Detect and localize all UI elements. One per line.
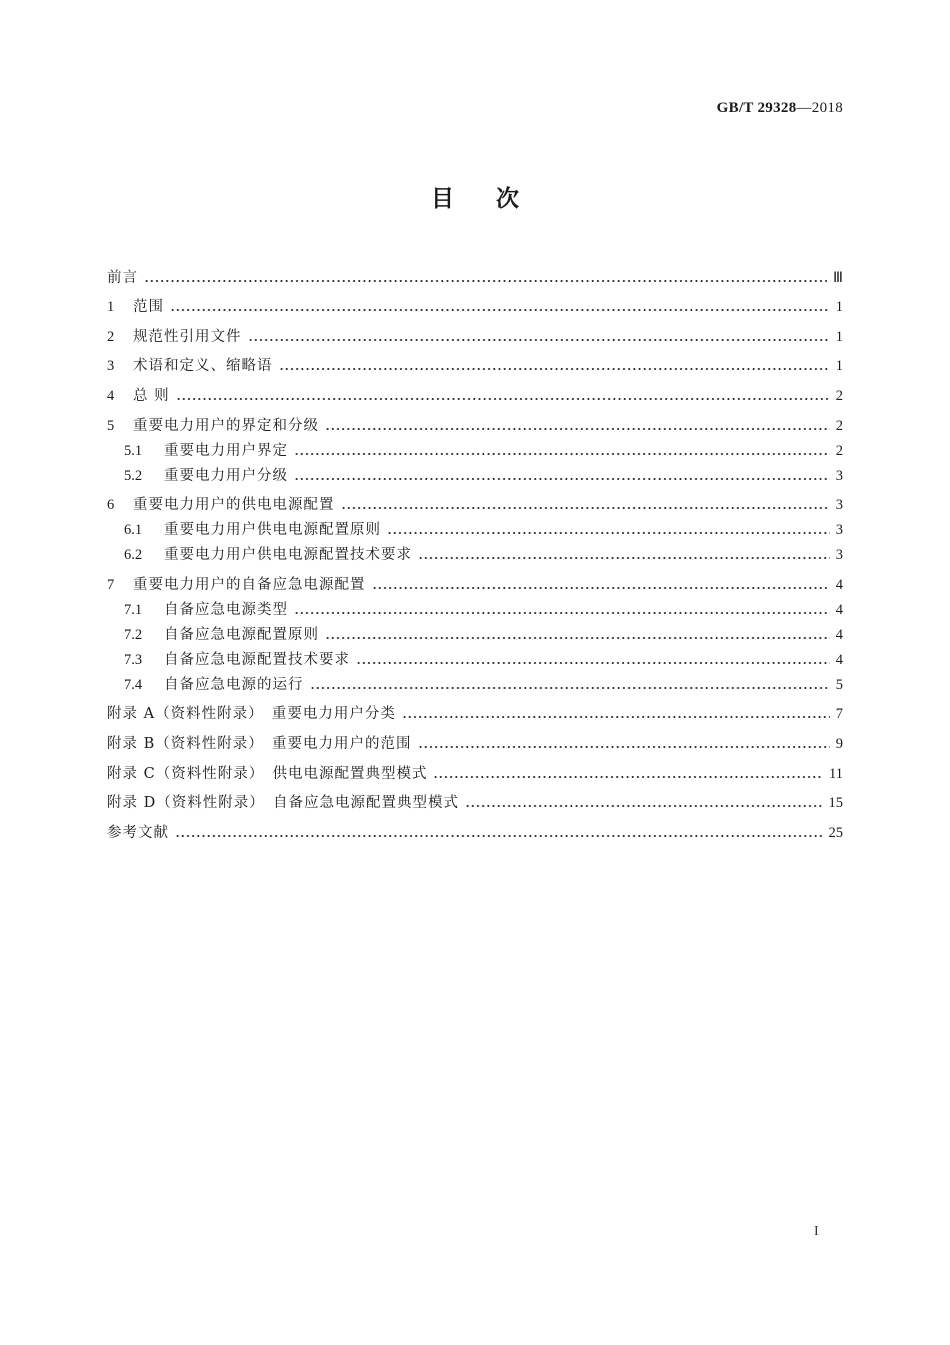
toc-entry-label [107,297,164,317]
toc-dot-leader [294,476,830,482]
toc-entry[interactable] [107,376,843,406]
toc-entry[interactable] [107,620,843,645]
toc-entry-text: 附录 B（资料性附录） 重要电力用户的范围 [107,735,412,752]
standard-year: —2018 [796,100,843,116]
toc-entry-page: 1 [835,299,843,316]
toc-dot-leader [433,774,823,780]
toc-entry-label [107,823,169,843]
toc-dot-leader [341,505,830,511]
toc-entry-text: 总 则 [133,387,170,404]
toc-entry-number: 6.1 [124,522,143,539]
toc-dot-leader [170,307,830,313]
toc-entry-label [107,793,459,813]
toc-entry-label [107,441,288,461]
toc-entry-number: 7 [107,576,115,593]
toc-entry-text: 附录 A（资料性附录） 重要电力用户分类 [107,706,396,723]
toc-entry-text: 规范性引用文件 [133,328,242,345]
toc-dot-leader [310,685,830,691]
toc-dot-leader [175,833,823,839]
toc-entry-page: 4 [835,601,843,618]
toc-dot-leader [294,451,830,457]
toc-entry[interactable] [107,784,843,814]
toc-dot-leader [325,426,830,432]
toc-entry-label [107,416,319,436]
toc-entry-page: 2 [835,387,843,404]
toc-entry[interactable] [107,645,843,670]
standard-code [717,100,843,117]
toc-entry-text: 附录 D（资料性附录） 自备应急电源配置典型模式 [107,795,459,812]
toc-entry[interactable] [107,724,843,754]
page-title: 目次 [431,186,561,212]
toc-entry-text: 重要电力用户供电电源配置技术要求 [164,547,412,564]
toc-entry-label [107,704,396,724]
toc-entry[interactable] [107,406,843,436]
toc-entry-page: 2 [835,417,843,434]
toc-entry-page: 1 [835,328,843,345]
toc-entry-page: 3 [835,522,843,539]
toc-entry-page: 7 [835,706,843,723]
toc-entry[interactable] [107,486,843,516]
toc-entry[interactable] [107,695,843,725]
toc-entry-text: 自备应急电源的运行 [164,676,304,693]
toc-entry-text: 自备应急电源类型 [164,601,288,618]
toc-entry-text: 参考文献 [107,824,169,841]
toc-dot-leader [465,803,823,809]
toc-entry[interactable] [107,565,843,595]
toc-entry-number: 2 [107,328,115,345]
toc-entry-number: 7.1 [124,601,143,618]
toc-entry-page: 2 [835,442,843,459]
toc-dot-leader [248,337,830,343]
standard-number: GB/T 29328 [716,100,797,116]
toc-entry-number: 5 [107,417,115,434]
toc-entry[interactable] [107,515,843,540]
toc-entry-text: 重要电力用户的界定和分级 [133,417,319,434]
toc-entry-page: 4 [835,626,843,643]
toc-entry-number: 1 [107,299,115,316]
toc-entry-page: 4 [835,576,843,593]
toc-entry-number: 5.2 [124,467,143,484]
toc-dot-leader [176,396,830,402]
toc-entry-label [107,600,288,620]
toc-entry-text: 自备应急电源配置技术要求 [164,651,350,668]
toc-entry-label [107,356,273,376]
toc-entry-label [107,520,381,540]
toc-entry-label [107,545,412,565]
toc-entry-text: 附录 C（资料性附录） 供电电源配置典型模式 [107,765,428,782]
toc-entry-label [107,625,319,645]
toc-entry-number: 5.1 [124,442,143,459]
toc-entry-page: 3 [835,467,843,484]
toc-entry-text: 范围 [133,299,164,316]
toc-entry[interactable] [107,461,843,486]
toc-entry[interactable] [107,288,843,318]
toc-entry-label [107,675,304,695]
toc-entry-number: 7.2 [124,626,143,643]
toc-dot-leader [325,635,830,641]
toc-entry-page: 25 [828,824,843,841]
toc-entry[interactable] [107,754,843,784]
toc-entry-text: 自备应急电源配置原则 [164,626,319,643]
toc-entry-page: 4 [835,651,843,668]
page-number: I [814,1224,819,1239]
toc-entry-text: 重要电力用户的供电电源配置 [133,497,335,514]
toc-dot-leader [387,530,830,536]
toc-entry-page: 15 [828,795,843,812]
toc-dot-leader [402,714,830,720]
toc-entry-number: 7.3 [124,651,143,668]
toc-entry[interactable] [107,813,843,843]
toc-entry-page: 11 [829,765,843,782]
toc-entry[interactable] [107,436,843,461]
toc-entry-label [107,764,427,784]
toc-entry[interactable] [107,317,843,347]
toc-entry-page: 5 [835,676,843,693]
toc-entry-label [107,268,138,288]
toc-entry-page: 3 [835,497,843,514]
toc-dot-leader [356,660,830,666]
toc-entry-text: 重要电力用户的自备应急电源配置 [133,576,366,593]
toc-entry-text: 重要电力用户界定 [164,442,288,459]
table-of-contents [107,258,843,843]
toc-entry-label [107,466,288,486]
toc-entry-page: Ⅲ [833,269,843,286]
toc-entry[interactable] [107,540,843,565]
toc-entry-text: 前言 [107,269,138,286]
toc-entry-text: 重要电力用户分级 [164,467,288,484]
toc-entry-page: 9 [835,735,843,752]
toc-entry-page: 3 [835,547,843,564]
toc-dot-leader [372,585,830,591]
toc-entry[interactable] [107,347,843,377]
toc-entry-label [107,495,335,515]
toc-entry-label [107,575,366,595]
toc-entry-number: 6 [107,497,115,514]
toc-entry[interactable] [107,595,843,620]
toc-entry-label [107,386,170,406]
toc-entry[interactable] [107,670,843,695]
toc-entry-number: 7.4 [124,676,143,693]
toc-entry-text: 术语和定义、缩略语 [133,358,273,375]
toc-entry-number: 3 [107,358,115,375]
toc-dot-leader [144,278,827,284]
toc-entry-number: 4 [107,387,115,404]
toc-dot-leader [418,744,830,750]
toc-dot-leader [279,366,830,372]
toc-entry-label [107,327,242,347]
toc-entry-page: 1 [835,358,843,375]
toc-entry-label [107,650,350,670]
toc-entry-label [107,734,412,754]
toc-dot-leader [294,610,830,616]
toc-dot-leader [418,555,830,561]
toc-entry-number: 6.2 [124,547,143,564]
toc-entry-text: 重要电力用户供电电源配置原则 [164,522,381,539]
toc-entry[interactable] [107,258,843,288]
